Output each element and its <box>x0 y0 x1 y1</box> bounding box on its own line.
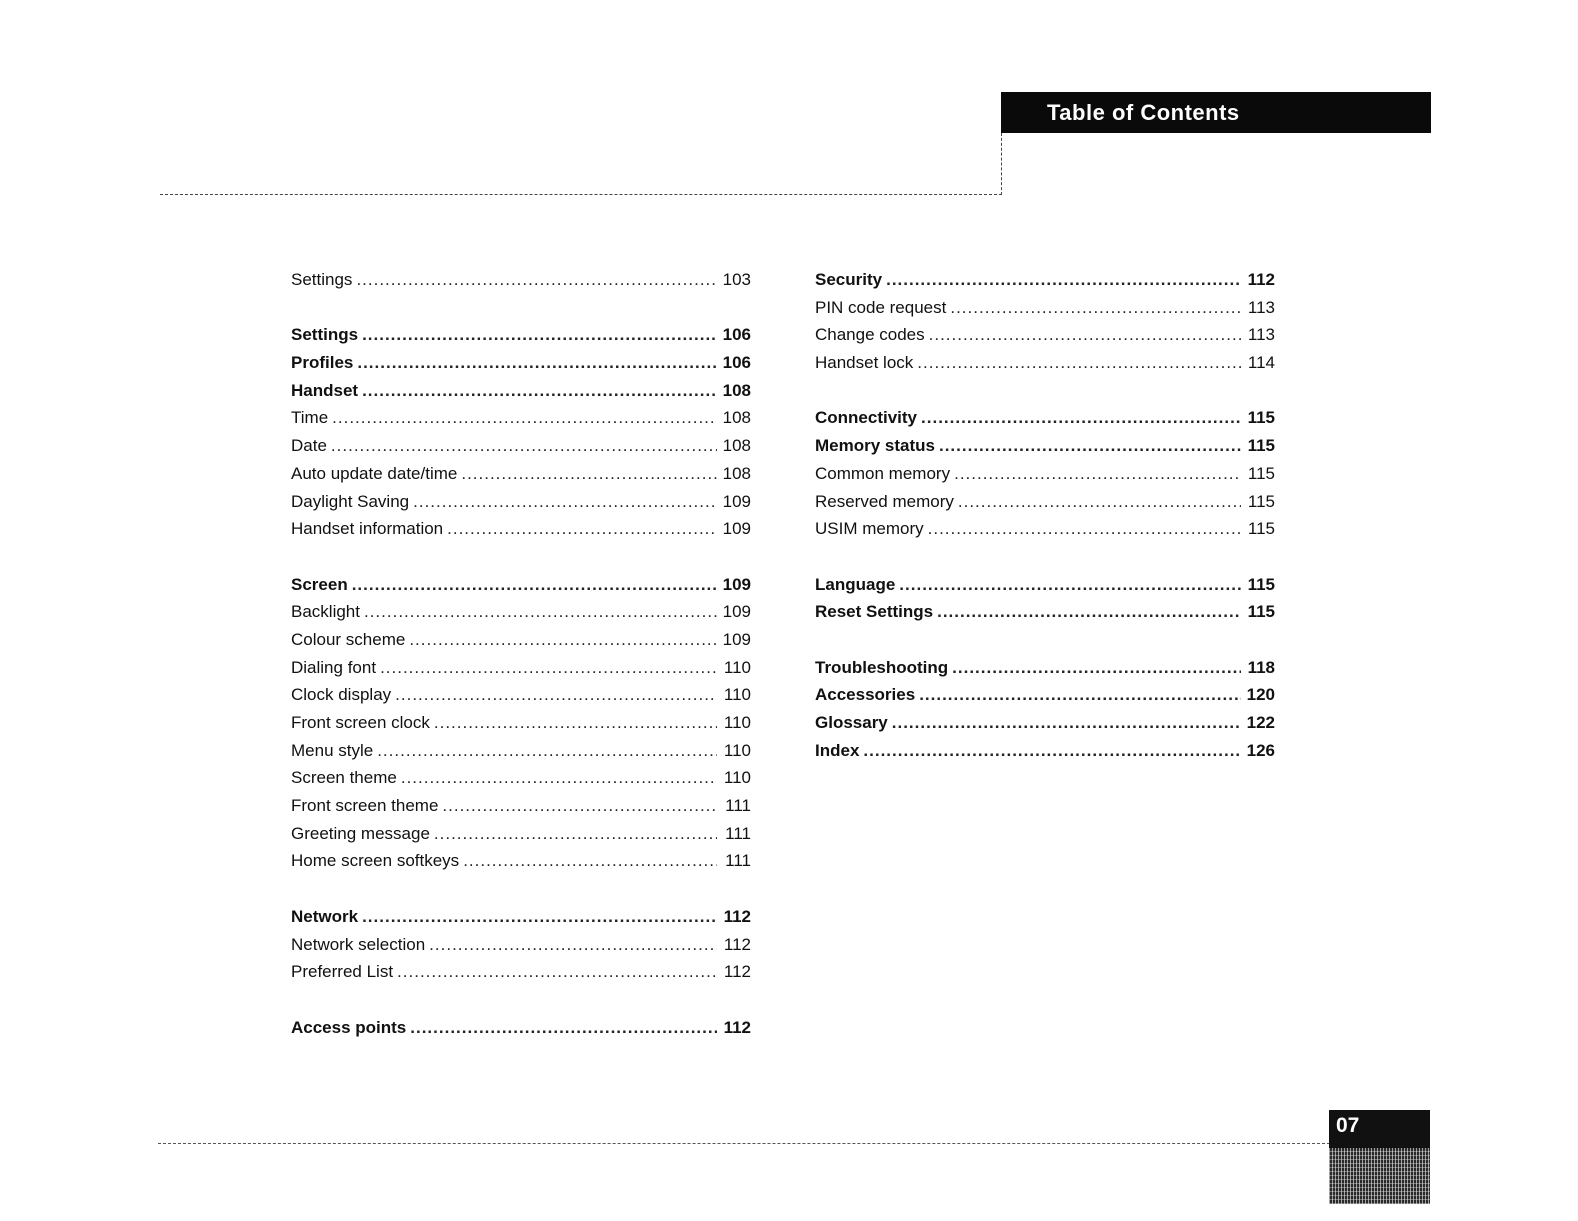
toc-entry-page: 126 <box>1246 740 1275 760</box>
toc-entry[interactable] <box>291 598 751 626</box>
toc-entry-page: 112 <box>723 906 751 926</box>
toc-entry-page: 106 <box>722 353 751 373</box>
toc-entry-label: Settings <box>291 270 353 289</box>
page-number-badge <box>1329 1110 1430 1204</box>
toc-entry[interactable] <box>291 349 751 377</box>
toc-entry-page: 114 <box>1247 353 1275 373</box>
toc-entry-label: Auto update date/time <box>291 463 458 483</box>
footer-divider <box>158 1143 1330 1144</box>
toc-entry-label: Accessories <box>815 685 916 705</box>
toc-entry-label: Dialing font <box>291 657 377 677</box>
toc-leader-dots <box>892 709 1241 737</box>
badge-texture <box>1329 1148 1430 1204</box>
toc-entry-page: 110 <box>723 657 751 677</box>
toc-entry[interactable] <box>291 737 751 765</box>
toc-entry-page: 112 <box>1247 270 1275 289</box>
toc-leader-dots <box>397 958 717 986</box>
toc-entry-page: 113 <box>1247 297 1275 317</box>
toc-entry[interactable] <box>291 709 751 737</box>
toc-header <box>1001 92 1431 133</box>
toc-entry-label: Network <box>291 906 359 926</box>
toc-entry-label: Troubleshooting <box>815 657 949 677</box>
toc-leader-dots <box>332 404 717 432</box>
toc-leader-dots <box>401 764 717 792</box>
toc-leader-dots <box>939 432 1241 460</box>
toc-entry-page: 108 <box>722 436 751 456</box>
toc-entry[interactable] <box>291 903 751 931</box>
toc-entry[interactable] <box>815 571 1275 599</box>
toc-entry[interactable] <box>291 626 751 654</box>
toc-entry-page: 115 <box>1247 602 1275 622</box>
toc-leader-dots <box>413 488 717 516</box>
toc-entry-label: Glossary <box>815 713 888 732</box>
toc-entry[interactable] <box>291 764 751 792</box>
toc-leader-dots <box>364 598 717 626</box>
header-divider <box>160 194 1002 195</box>
toc-leader-dots <box>434 820 717 848</box>
toc-entry-label: Daylight Saving <box>291 491 410 511</box>
toc-leader-dots <box>921 404 1241 432</box>
toc-leader-dots <box>928 515 1241 543</box>
toc-entry[interactable] <box>291 654 751 682</box>
toc-leader-dots <box>409 626 717 654</box>
toc-entry-page: 108 <box>722 380 751 400</box>
toc-entry-label: Settings <box>291 325 359 345</box>
toc-spacer <box>815 377 1275 405</box>
toc-leader-dots <box>362 377 717 405</box>
toc-leader-dots <box>463 847 717 875</box>
toc-entry[interactable] <box>291 377 751 405</box>
toc-entry-page: 112 <box>723 934 751 954</box>
toc-entry-page: 110 <box>723 768 751 788</box>
toc-entry-page: 112 <box>723 962 751 982</box>
toc-leader-dots <box>380 654 717 682</box>
toc-entry[interactable] <box>291 488 751 516</box>
toc-right-column <box>815 266 1275 764</box>
toc-entry-page: 118 <box>1247 657 1275 677</box>
toc-entry[interactable] <box>291 321 751 349</box>
toc-entry-label: Menu style <box>291 740 374 760</box>
toc-entry[interactable] <box>815 737 1275 765</box>
toc-entry[interactable] <box>815 432 1275 460</box>
toc-spacer <box>815 626 1275 654</box>
header-divider-vertical <box>1001 133 1002 195</box>
toc-spacer <box>291 986 751 1014</box>
toc-spacer <box>291 543 751 571</box>
toc-spacer <box>291 294 751 322</box>
toc-entry-page: 109 <box>722 574 751 594</box>
toc-leader-dots <box>954 460 1241 488</box>
toc-entry-page: 103 <box>722 270 751 289</box>
toc-entry-label: Time <box>291 408 329 428</box>
toc-entry[interactable] <box>815 488 1275 516</box>
toc-left-column <box>291 266 751 1041</box>
toc-leader-dots <box>377 737 717 765</box>
toc-leader-dots <box>331 432 717 460</box>
toc-entry[interactable] <box>815 515 1275 543</box>
toc-entry-label: Front screen theme <box>291 796 439 816</box>
toc-leader-dots <box>434 709 717 737</box>
toc-entry[interactable] <box>291 792 751 820</box>
toc-entry[interactable] <box>291 404 751 432</box>
toc-entry-label: Reset Settings <box>815 602 934 622</box>
toc-entry-label: Screen <box>291 574 348 594</box>
toc-leader-dots <box>410 1014 717 1042</box>
toc-entry-label: USIM memory <box>815 519 924 539</box>
toc-entry[interactable] <box>291 958 751 986</box>
toc-entry[interactable] <box>291 820 751 848</box>
toc-entry-label: Colour scheme <box>291 629 406 649</box>
toc-entry-label: Profiles <box>291 353 354 373</box>
toc-entry-label: Date <box>291 436 327 456</box>
toc-entry-page: 122 <box>1246 713 1275 732</box>
toc-entry-label: Preferred List <box>291 962 394 982</box>
toc-entry-page: 115 <box>1247 519 1275 539</box>
toc-leader-dots <box>442 792 717 820</box>
toc-entry-label: Backlight <box>291 602 360 622</box>
page-number: 07 <box>1336 1114 1360 1137</box>
toc-entry[interactable] <box>291 1014 751 1042</box>
toc-entry-label: Network selection <box>291 934 426 954</box>
toc-leader-dots <box>362 321 717 349</box>
toc-entry-label: Common memory <box>815 463 951 483</box>
toc-entry[interactable] <box>815 598 1275 626</box>
toc-leader-dots <box>929 321 1241 349</box>
toc-entry-page: 112 <box>723 1017 751 1037</box>
toc-entry-page: 110 <box>723 713 751 732</box>
toc-title: Table of Contents <box>1047 100 1240 125</box>
toc-entry[interactable] <box>815 654 1275 682</box>
toc-entry-label: Access points <box>291 1017 407 1037</box>
toc-leader-dots <box>352 571 717 599</box>
toc-entry-label: Screen theme <box>291 768 397 788</box>
toc-entry[interactable] <box>815 294 1275 322</box>
toc-entry-page: 108 <box>722 408 751 428</box>
toc-leader-dots <box>447 515 717 543</box>
toc-entry[interactable] <box>291 931 751 959</box>
toc-entry-label: Connectivity <box>815 408 918 428</box>
toc-leader-dots <box>952 654 1241 682</box>
toc-entry[interactable] <box>291 266 751 294</box>
toc-entry-page: 115 <box>1247 574 1275 594</box>
toc-entry-page: 120 <box>1246 685 1275 705</box>
toc-entry-label: Home screen softkeys <box>291 851 460 871</box>
toc-entry-label: Security <box>815 270 883 289</box>
toc-entry-page: 115 <box>1247 491 1275 511</box>
toc-leader-dots <box>362 903 717 931</box>
toc-entry-label: Handset lock <box>815 353 914 373</box>
toc-spacer <box>815 543 1275 571</box>
toc-entry[interactable] <box>815 349 1275 377</box>
toc-entry-page: 115 <box>1247 408 1275 428</box>
toc-leader-dots <box>395 681 717 709</box>
toc-entry[interactable] <box>291 847 751 875</box>
toc-entry[interactable] <box>815 321 1275 349</box>
toc-entry-label: Memory status <box>815 436 935 456</box>
toc-leader-dots <box>357 349 717 377</box>
toc-leader-dots <box>937 598 1241 626</box>
toc-leader-dots <box>919 681 1241 709</box>
toc-leader-dots <box>429 931 717 959</box>
toc-spacer <box>291 875 751 903</box>
toc-entry[interactable] <box>291 515 751 543</box>
toc-entry[interactable] <box>291 571 751 599</box>
toc-entry-page: 111 <box>725 823 751 843</box>
toc-entry[interactable] <box>815 404 1275 432</box>
toc-entry-label: Greeting message <box>291 823 430 843</box>
toc-entry-label: Handset information <box>291 519 444 539</box>
toc-leader-dots <box>863 737 1241 765</box>
toc-entry-page: 111 <box>725 796 751 816</box>
toc-entry-page: 109 <box>722 491 751 511</box>
toc-entry[interactable] <box>815 266 1275 294</box>
toc-entry[interactable] <box>291 681 751 709</box>
toc-leader-dots <box>917 349 1241 377</box>
toc-entry[interactable] <box>815 709 1275 737</box>
toc-entry-label: Clock display <box>291 685 392 705</box>
toc-leader-dots <box>886 266 1241 294</box>
toc-entry[interactable] <box>815 460 1275 488</box>
toc-entry[interactable] <box>291 432 751 460</box>
toc-entry-label: Change codes <box>815 325 925 345</box>
toc-leader-dots <box>461 460 717 488</box>
toc-entry-page: 108 <box>722 463 751 483</box>
toc-leader-dots <box>356 266 717 294</box>
toc-entry-page: 115 <box>1247 436 1275 456</box>
toc-leader-dots <box>958 488 1241 516</box>
toc-entry-page: 109 <box>722 602 751 622</box>
toc-entry-label: Handset <box>291 380 359 400</box>
toc-entry-label: Language <box>815 574 896 594</box>
toc-entry-page: 111 <box>725 851 751 871</box>
toc-entry-page: 115 <box>1247 463 1275 483</box>
toc-entry-label: PIN code request <box>815 297 947 317</box>
toc-entry-page: 106 <box>722 325 751 345</box>
toc-entry[interactable] <box>815 681 1275 709</box>
toc-entry-page: 110 <box>723 740 751 760</box>
toc-entry-page: 110 <box>723 685 751 705</box>
toc-entry-page: 109 <box>722 519 751 539</box>
toc-entry-label: Front screen clock <box>291 713 430 732</box>
toc-leader-dots <box>950 294 1241 322</box>
toc-entry-page: 109 <box>722 629 751 649</box>
toc-entry-page: 113 <box>1247 325 1275 345</box>
toc-entry[interactable] <box>291 460 751 488</box>
toc-entry-label: Index <box>815 740 860 760</box>
toc-entry-label: Reserved memory <box>815 491 954 511</box>
toc-leader-dots <box>899 571 1241 599</box>
